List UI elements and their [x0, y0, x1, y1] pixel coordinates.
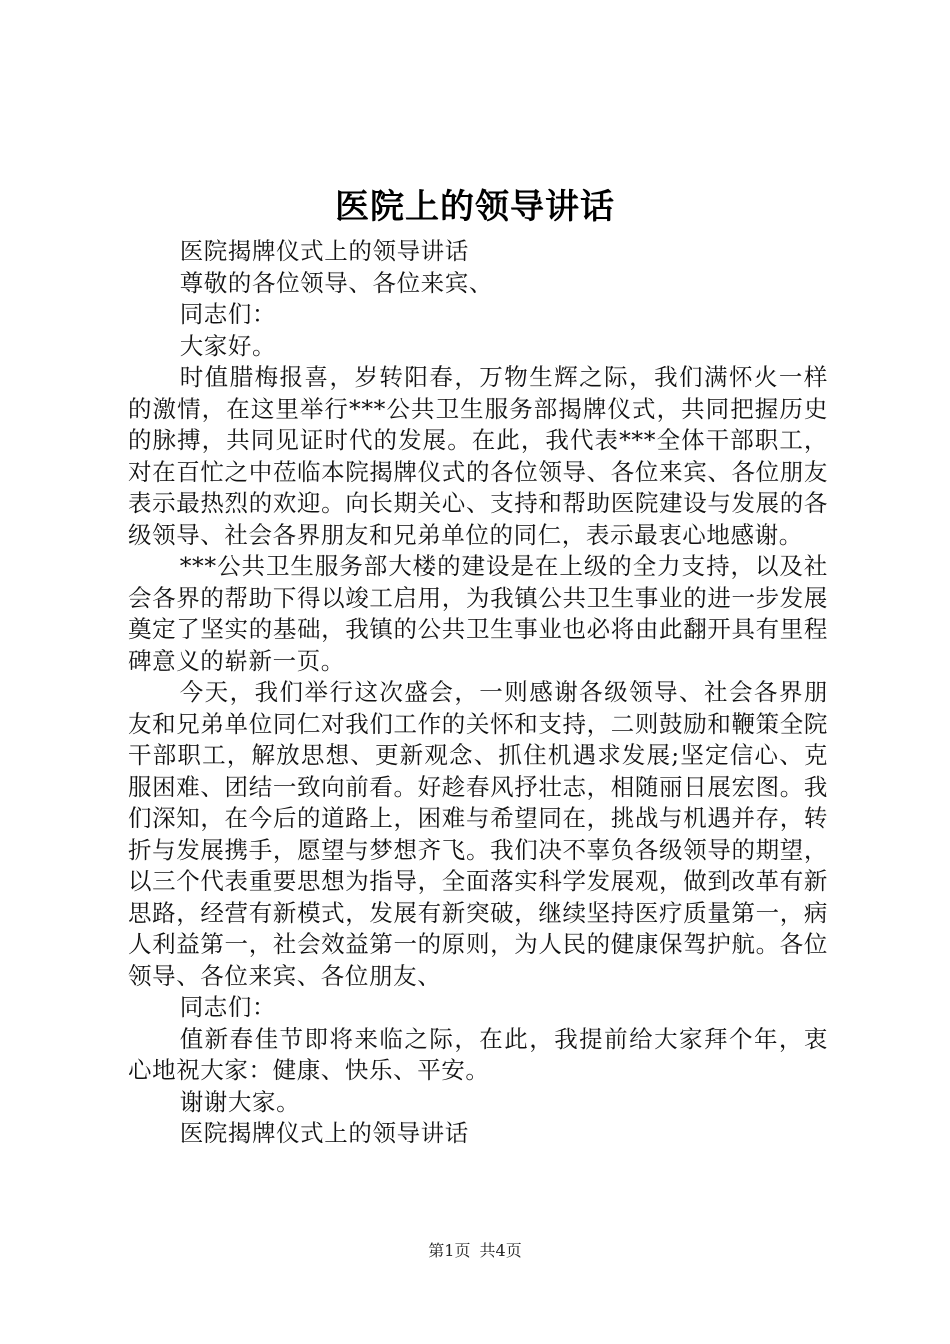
body-paragraph: 医院揭牌仪式上的领导讲话 — [179, 237, 469, 265]
document-title: 医院上的领导讲话 — [335, 187, 615, 227]
body-paragraph: 今天，我们举行这次盛会，一则感谢各级领导、社会各界朋友和兄弟单位同仁对我们工作的关怀和支持，二则鼓励和鞭策全院干部职工，解放思想、更新观念、抓住机遇求发展;坚定信心、克服困难、团结一致向前看。好趁春风抒壮志，相随丽日展宏图。我们深知，在今后的道路上，困难与希望同在，挑战与机遇并存，转折与发展携手，愿望与梦想齐飞。我们决不辜负各级领导的期望，以三个代表重要思想为指导，全面落实科学发展观，做到改革有新思路，经营有新模式，发展有新突破，继续坚持医疗质量第一，病人利益第一，社会效益第一的原则，为人民的健康保驾护航。各位领导、各位来宾、各位朋友、 — [128, 678, 828, 990]
body-paragraph: 同志们： — [179, 300, 277, 328]
body-paragraph: 大家好。 — [179, 331, 277, 360]
body-paragraph: 时值腊梅报喜，岁转阳春，万物生辉之际，我们满怀火一样的激情，在这里举行***公共卫生服务部揭牌仪式，共同把握历史的脉搏，共同见证时代的发展。在此，我代表***全体干部职工，对在百忙之中莅临本院揭牌仪式的各位领导、各位来宾、各位朋友表示最热烈的欢迎。向长期关心、支持和帮助医院建设与发展的各级领导、社会各界朋友和兄弟单位的同仁，表示最衷心地感谢。 — [128, 363, 828, 549]
body-paragraph: 医院揭牌仪式上的领导讲话 — [179, 1119, 469, 1147]
body-paragraph: ***公共卫生服务部大楼的建设是在上级的全力支持，以及社会各界的帮助下得以竣工启用，为我镇公共卫生事业的进一步发展奠定了坚实的基础，我镇的公共卫生事业也必将由此翻开具有里程碑意义的崭新一页。 — [128, 552, 828, 675]
body-paragraph: 同志们： — [179, 993, 277, 1021]
body-paragraph: 尊敬的各位领导、各位来宾、 — [179, 268, 493, 297]
page-footer — [0, 1240, 950, 1262]
document-body — [128, 236, 828, 1150]
page-total: 共4页 — [479, 1241, 522, 1260]
page-number: 第1页 — [428, 1241, 471, 1260]
body-paragraph: 值新春佳节即将来临之际，在此，我提前给大家拜个年，衷心地祝大家：健康、快乐、平安。 — [128, 1024, 828, 1084]
body-paragraph: 谢谢大家。 — [179, 1087, 301, 1116]
